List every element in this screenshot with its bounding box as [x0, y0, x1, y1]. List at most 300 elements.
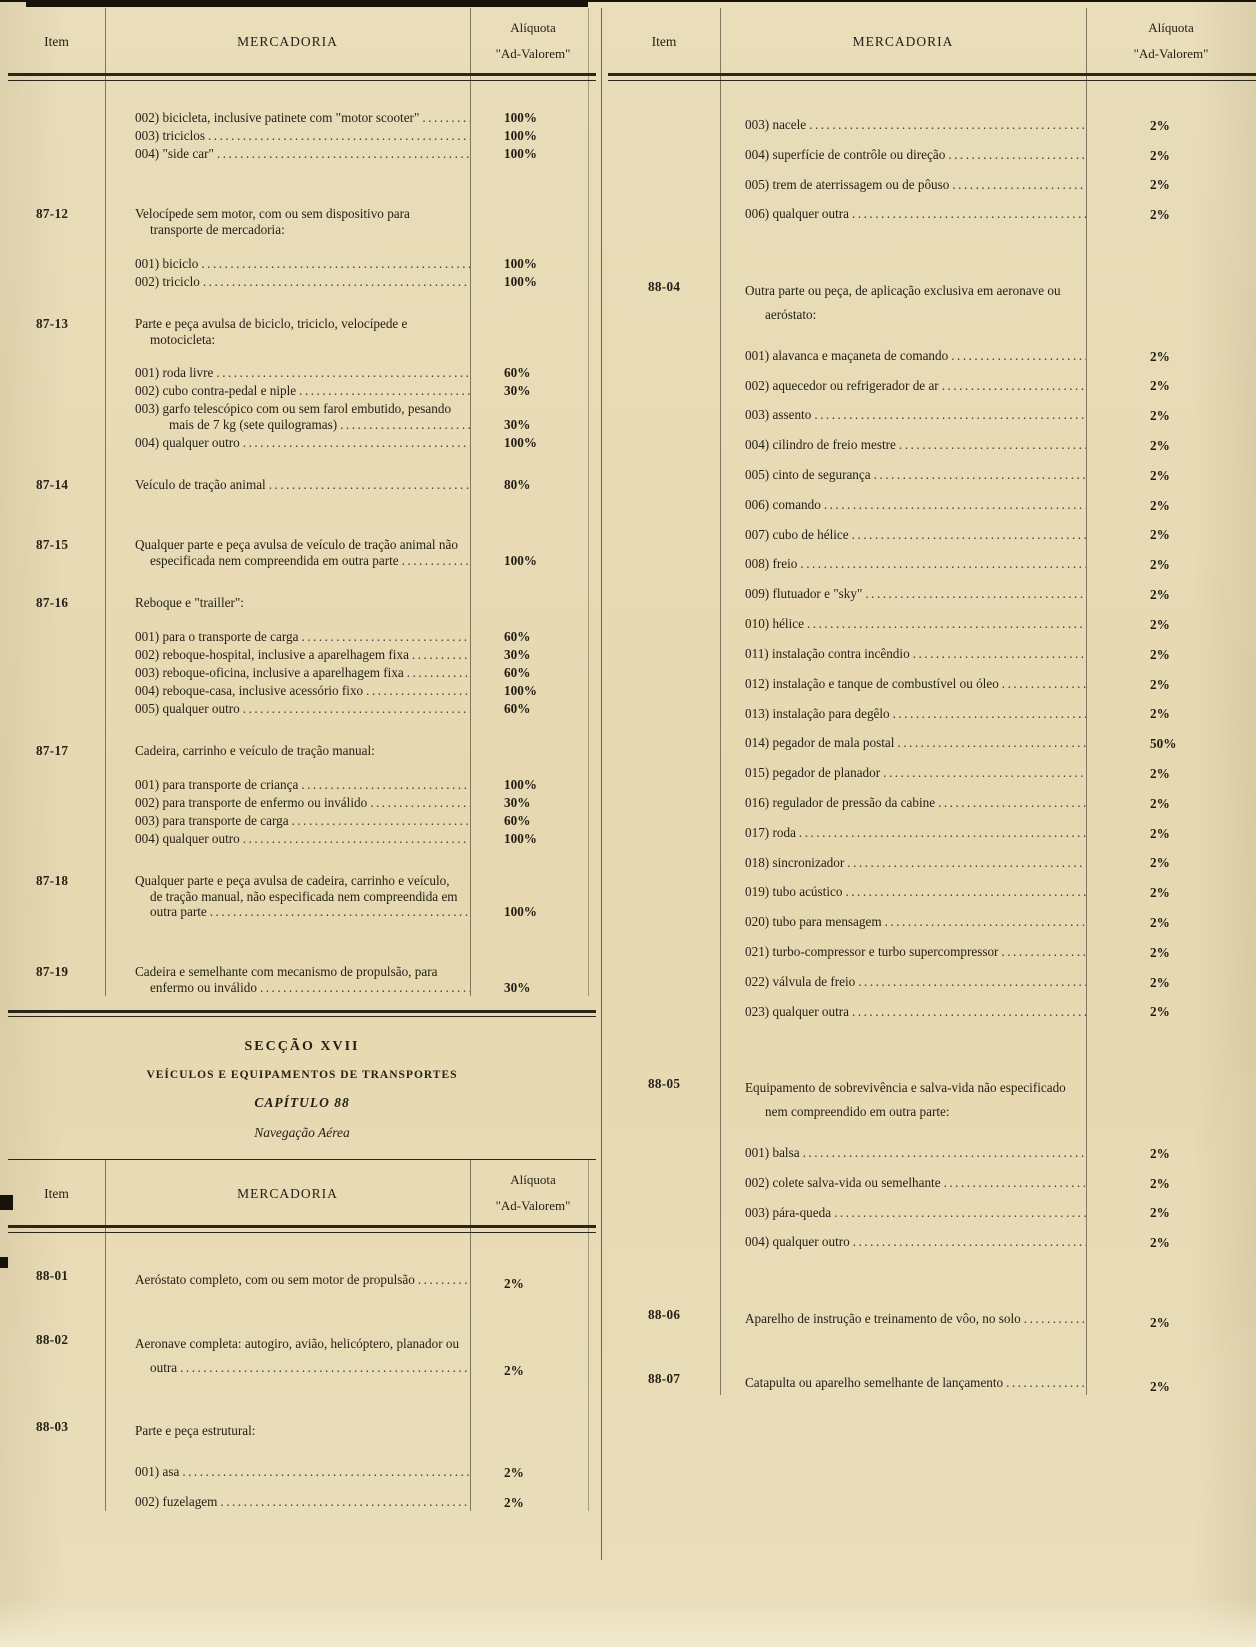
mercadoria-cell: [720, 675, 1086, 693]
aliquota-value: 2%: [1150, 497, 1170, 513]
mercadoria-cell: [720, 347, 1086, 365]
mercadoria-text: pára-queda: [772, 1204, 832, 1220]
mercadoria-text: "side car": [162, 146, 214, 161]
sub-number: 001): [135, 365, 160, 381]
sub-number: 023): [745, 1003, 770, 1019]
column-header-aliquota: [470, 18, 596, 62]
mercadoria-text: flutuador e "sky": [772, 586, 863, 602]
dot-leader: [845, 883, 847, 901]
dot-leader: [210, 904, 212, 920]
mercadoria-text: para transporte de enfermo ou inválido: [162, 794, 368, 810]
column-header-item: Item: [44, 1185, 69, 1201]
tariff-row: [608, 705, 1256, 723]
mercadoria-text: Qualquer parte e peça avulsa de cadeira, carrinho e veículo, de tração manual, não especificada nem compreendida em outra parte: [135, 872, 458, 920]
mercadoria-cell: [105, 701, 470, 717]
sub-number: 012): [745, 675, 770, 691]
mercadoria-text: fuzelagem: [162, 1493, 218, 1509]
rate-column-rule: [1086, 8, 1087, 1395]
aliquota-value: 2%: [1150, 616, 1170, 632]
aliquota-value: 30%: [504, 417, 531, 433]
mercadoria-text: qualquer outro: [162, 700, 240, 716]
mercadoria-cell: [720, 406, 1086, 424]
aliquota-value: 2%: [1150, 765, 1170, 781]
heading-chapter-sub: Navegação Aérea: [254, 1124, 350, 1140]
tariff-row: [8, 595, 596, 611]
dot-leader: [201, 256, 203, 272]
mercadoria-cell: [105, 1493, 470, 1511]
mercadoria-cell: [105, 110, 470, 126]
tariff-row: [608, 615, 1256, 633]
item-code: 87-13: [36, 315, 69, 331]
sub-number: 003): [135, 401, 160, 417]
sub-items: [8, 256, 596, 290]
tariff-row: [608, 146, 1256, 164]
mercadoria-text: Aeronave completa: autogiro, avião, helicóptero, planador ou outra: [135, 1335, 460, 1375]
mercadoria-text: qualquer outro: [162, 830, 240, 846]
mercadoria-text: Qualquer parte e peça avulsa de veículo de tração animal não especificada nem compreendida em outra parte: [135, 537, 458, 568]
mercadoria-text: cubo de hélice: [772, 526, 849, 542]
mercadoria-cell: [105, 629, 470, 645]
aliquota-value: 2%: [1150, 587, 1170, 603]
dot-leader: [814, 406, 816, 424]
mercadoria-cell: [720, 146, 1086, 164]
dot-leader: [1024, 1307, 1026, 1331]
tariff-row: [8, 537, 596, 569]
aliquota-value: 100%: [504, 830, 537, 846]
tariff-row: [608, 943, 1256, 961]
mercadoria-cell: [105, 316, 470, 348]
dot-leader: [1006, 1371, 1008, 1395]
tariff-entry: [8, 316, 596, 451]
column-header-mercadoria: MERCADORIA: [852, 34, 954, 49]
dot-leader: [942, 377, 944, 395]
heading-section: SECÇÃO XVII: [244, 1038, 360, 1054]
tariff-row: [608, 466, 1256, 484]
sub-number: 009): [745, 586, 770, 602]
mercadoria-text: instalação contra incêndio: [771, 645, 910, 661]
aliquota-value: 60%: [504, 700, 531, 716]
dot-leader: [292, 813, 294, 829]
tariff-row: [608, 585, 1256, 603]
tariff-row: [608, 913, 1256, 931]
tariff-row: [608, 824, 1256, 842]
tariff-row: [8, 206, 596, 238]
mercadoria-cell: [720, 1371, 1086, 1395]
tariff-row: [8, 110, 596, 126]
sub-number: 002): [135, 794, 160, 810]
aliquota-value: 30%: [504, 383, 531, 399]
mercadoria-cell: [105, 795, 470, 811]
aliquota-value: 100%: [504, 110, 537, 125]
page-bottom-fade: [0, 1599, 1256, 1647]
mercadoria-text: sincronizador: [772, 854, 845, 870]
tariff-entry: [608, 1076, 1256, 1251]
tariff-row: [8, 435, 596, 451]
dot-leader: [216, 365, 218, 381]
tariff-row: [608, 1174, 1256, 1192]
mercadoria-cell: [105, 683, 470, 699]
mercadoria-text: trem de aterrissagem ou de pôuso: [772, 176, 950, 192]
mercadoria-text: Parte e peça estrutural:: [135, 1423, 256, 1439]
mercadoria-cell: [105, 401, 470, 433]
aliquota-value: 2%: [1150, 1205, 1170, 1221]
mercadoria-cell: [720, 176, 1086, 194]
aliquota-value: 2%: [1150, 825, 1170, 841]
sub-number: 021): [745, 944, 770, 960]
item-code: 88-06: [648, 1307, 681, 1323]
aliquota-value: 2%: [1150, 944, 1170, 960]
dot-leader: [952, 176, 954, 194]
dot-leader: [217, 146, 219, 162]
table-section: [608, 8, 1256, 1395]
tariff-row: [8, 777, 596, 793]
sub-items: [8, 777, 596, 847]
ad-valorem-label: "Ad-Valorem": [1133, 46, 1209, 61]
dot-leader: [180, 1356, 182, 1380]
mercadoria-text: qualquer outra: [772, 1003, 850, 1019]
mercadoria-text: Equipamento de sobrevivência e salva-vida não especificado nem compreendido em outra parte:: [745, 1080, 1066, 1120]
aliquota-value: 2%: [1150, 1235, 1170, 1251]
mercadoria-cell: [720, 764, 1086, 782]
mercadoria-cell: [720, 377, 1086, 395]
table-body: [608, 82, 1256, 1395]
mercadoria-text: bicicleta, inclusive patinete com "motor scooter": [162, 110, 420, 125]
sub-number: 014): [745, 735, 770, 751]
aliquota-value: 100%: [504, 273, 537, 289]
aliquota-value: 100%: [504, 255, 537, 271]
dot-leader: [1001, 943, 1003, 961]
mercadoria-text: pegador de planador: [772, 765, 881, 781]
mercadoria-text: Cadeira e semelhante com mecanismo de propulsão, para enfermo ou inválido: [135, 964, 438, 996]
dot-leader: [260, 980, 262, 996]
tariff-row: [8, 477, 596, 493]
dot-leader: [865, 585, 867, 603]
mercadoria-cell: [720, 645, 1086, 663]
dot-leader: [897, 734, 899, 752]
mercadoria-text: Aparelho de instrução e treinamento de vôo, no solo: [745, 1311, 1021, 1327]
sub-number: 010): [745, 616, 770, 632]
tariff-entry: [8, 1419, 596, 1510]
sub-items: [608, 116, 1256, 223]
tariff-row: [8, 1493, 596, 1511]
aliquota-value: 2%: [504, 1363, 524, 1379]
aliquota-value: 2%: [1150, 1315, 1170, 1331]
sub-number: 003): [135, 812, 160, 828]
dot-leader: [847, 854, 849, 872]
mercadoria-cell: [105, 964, 470, 996]
tariff-row: [8, 316, 596, 348]
sub-number: 005): [135, 700, 160, 716]
sub-items: [8, 629, 596, 717]
aliquota-value: 2%: [1150, 557, 1170, 573]
dot-leader: [948, 146, 950, 164]
dot-leader: [809, 116, 811, 134]
tariff-row: [8, 629, 596, 645]
ad-valorem-label: "Ad-Valorem": [495, 1197, 571, 1213]
dot-leader: [301, 629, 303, 645]
item-code: 87-18: [36, 872, 69, 888]
sub-number: 001): [135, 776, 160, 792]
tariff-row: [8, 1419, 596, 1443]
aliquota-value: 2%: [1150, 348, 1170, 364]
aliquota-value: 2%: [1150, 646, 1170, 662]
tariff-row: [608, 377, 1256, 395]
dot-leader: [412, 647, 414, 663]
sub-number: 016): [745, 794, 770, 810]
sub-items: [8, 1463, 596, 1511]
mercadoria-cell: [105, 647, 470, 663]
tariff-row: [608, 764, 1256, 782]
aliquota-label: Alíquota: [510, 20, 556, 35]
mercadoria-text: Cadeira, carrinho e veículo de tração manual:: [135, 742, 375, 758]
table-section: [8, 8, 596, 996]
tariff-row: [608, 1076, 1256, 1124]
tariff-entry: [608, 279, 1256, 1020]
mercadoria-text: superfície de contrôle ou direção: [772, 146, 946, 162]
dot-leader: [938, 794, 940, 812]
mercadoria-cell: [720, 436, 1086, 454]
tariff-row: [608, 116, 1256, 134]
dot-leader: [269, 477, 271, 493]
mercadoria-text: qualquer outro: [772, 1234, 850, 1250]
sub-number: 002): [745, 377, 770, 393]
item-code: 88-04: [648, 279, 681, 295]
mercadoria-cell: [105, 813, 470, 829]
tariff-row: [608, 645, 1256, 663]
dot-leader: [834, 1204, 836, 1222]
aliquota-value: 2%: [1150, 795, 1170, 811]
mercadoria-text: pegador de mala postal: [772, 735, 895, 751]
mercadoria-text: regulador de pressão da cabine: [772, 794, 936, 810]
aliquota-value: 2%: [1150, 676, 1170, 692]
dot-leader: [366, 683, 368, 699]
sub-items: [608, 1144, 1256, 1251]
mercadoria-text: colete salva-vida ou semelhante: [772, 1174, 941, 1190]
tariff-row: [608, 1233, 1256, 1251]
sub-number: 003): [745, 1204, 770, 1220]
tariff-row: [8, 274, 596, 290]
mercadoria-text: Parte e peça avulsa de biciclo, triciclo, velocípede e motocicleta:: [135, 315, 408, 347]
scan-artifact: [26, 0, 588, 7]
mercadoria-text: para transporte de carga: [162, 812, 289, 828]
mercadoria-text: tubo acústico: [772, 884, 843, 900]
mercadoria-text: hélice: [772, 616, 804, 632]
aliquota-value: 2%: [1150, 706, 1170, 722]
table-section: [8, 1159, 596, 1511]
mercadoria-cell: [720, 705, 1086, 723]
mercadoria-cell: [105, 274, 470, 290]
tariff-entry: [608, 1307, 1256, 1331]
dot-leader: [852, 1003, 854, 1021]
dot-leader: [824, 496, 826, 514]
sub-number: 013): [745, 705, 770, 721]
mercadoria-text: assento: [772, 407, 812, 423]
sub-number: 002): [135, 273, 160, 289]
dot-leader: [799, 824, 801, 842]
mercadoria-cell: [720, 854, 1086, 872]
item-code: 87-12: [36, 206, 69, 221]
mercadoria-cell: [105, 383, 470, 399]
page-columns: [8, 8, 1256, 1511]
mercadoria-text: asa: [162, 1464, 180, 1480]
dot-leader: [422, 110, 424, 126]
aliquota-value: 60%: [504, 628, 531, 644]
mercadoria-text: reboque-oficina, inclusive a aparelhagem fixa: [162, 664, 404, 680]
dot-leader: [883, 764, 885, 782]
sub-number: 001): [135, 1464, 160, 1480]
mercadoria-cell: [720, 205, 1086, 223]
mercadoria-cell: [720, 883, 1086, 901]
tariff-row: [608, 555, 1256, 573]
column-header-aliquota: [1086, 18, 1256, 62]
mercadoria-cell: [105, 435, 470, 451]
mercadoria-cell: [720, 279, 1086, 327]
tariff-row: [608, 406, 1256, 424]
mercadoria-cell: [720, 913, 1086, 931]
dot-leader: [203, 274, 205, 290]
aliquota-value: 100%: [504, 552, 537, 568]
mercadoria-cell: [105, 777, 470, 793]
mercadoria-cell: [720, 973, 1086, 991]
mercadoria-cell: [105, 537, 470, 569]
tariff-row: [8, 743, 596, 759]
mercadoria-cell: [720, 555, 1086, 573]
heading-subsection: VEÍCULOS E EQUIPAMENTOS DE TRANSPORTES: [146, 1068, 458, 1081]
mercadoria-text: para o transporte de carga: [162, 628, 299, 644]
mercadoria-text: triciclos: [162, 128, 205, 143]
mercadoria-cell: [105, 128, 470, 144]
tariff-row: [8, 146, 596, 162]
tariff-row: [8, 665, 596, 681]
aliquota-value: 2%: [1150, 527, 1170, 543]
mercadoria-cell: [720, 1307, 1086, 1331]
ad-valorem-label: "Ad-Valorem": [495, 46, 571, 61]
aliquota-value: 2%: [1150, 1004, 1170, 1020]
mercadoria-cell: [105, 365, 470, 381]
tariff-row: [608, 734, 1256, 752]
mercadoria-cell: [105, 1268, 470, 1292]
tariff-row: [608, 675, 1256, 693]
item-code: 87-16: [36, 594, 69, 610]
tariff-row: [8, 1463, 596, 1481]
tariff-entry: [8, 537, 596, 569]
sub-number: 015): [745, 765, 770, 781]
mercadoria-text: nacele: [772, 117, 807, 132]
tariff-entry: [608, 1371, 1256, 1395]
tariff-row: [8, 831, 596, 847]
sub-number: 001): [745, 1145, 770, 1160]
mercadoria-text: alavanca e maçaneta de comando: [772, 347, 949, 363]
aliquota-value: 60%: [504, 664, 531, 680]
mercadoria-cell: [105, 1463, 470, 1481]
dot-leader: [370, 795, 372, 811]
table-right-rule: [588, 8, 589, 996]
mercadoria-cell: [720, 734, 1086, 752]
mercadoria-cell: [720, 1204, 1086, 1222]
tariff-row: [8, 964, 596, 996]
mercadoria-text: qualquer outro: [162, 435, 240, 451]
table-body: [8, 82, 596, 996]
mercadoria-cell: [720, 1003, 1086, 1021]
tariff-row: [8, 256, 596, 272]
tariff-row: [8, 701, 596, 717]
aliquota-value: 2%: [1150, 1378, 1170, 1394]
sub-number: 001): [135, 255, 160, 271]
sub-number: 004): [135, 146, 160, 161]
mercadoria-text: Catapulta ou aparelho semelhante de lançamento: [745, 1375, 1004, 1391]
dot-leader: [803, 1144, 805, 1162]
sub-number: 002): [135, 110, 160, 125]
mercadoria-text: balsa: [772, 1145, 800, 1160]
aliquota-value: 2%: [1150, 438, 1170, 454]
dot-leader: [899, 436, 901, 454]
mercadoria-text: Reboque e "trailler":: [135, 594, 244, 610]
tariff-row: [8, 383, 596, 399]
dot-leader: [243, 831, 245, 847]
sub-number: 006): [745, 206, 770, 222]
tariff-entry: [8, 743, 596, 847]
sub-number: 003): [745, 407, 770, 423]
aliquota-value: 100%: [504, 146, 537, 161]
item-code: 88-03: [36, 1419, 69, 1435]
dot-leader: [208, 128, 210, 144]
aliquota-value: 2%: [1150, 177, 1170, 193]
column-header-item: Item: [44, 34, 69, 49]
mercadoria-text: Velocípede sem motor, com ou sem dispositivo para transporte de mercadoria:: [135, 206, 410, 237]
dot-leader: [951, 347, 953, 365]
sub-number: 004): [745, 146, 770, 162]
dot-leader: [1002, 675, 1004, 693]
dot-leader: [243, 435, 245, 451]
tariff-row: [608, 1144, 1256, 1162]
mercadoria-cell: [105, 206, 470, 238]
item-code: 87-15: [36, 537, 69, 553]
mercadoria-cell: [720, 824, 1086, 842]
aliquota-value: 2%: [1150, 467, 1170, 483]
sub-number: 004): [135, 830, 160, 846]
aliquota-value: 30%: [504, 794, 531, 810]
mercadoria-text: válvula de freio: [772, 973, 856, 989]
sub-number: 020): [745, 914, 770, 930]
mercadoria-cell: [105, 665, 470, 681]
tariff-row: [8, 647, 596, 663]
dot-leader: [243, 701, 245, 717]
mercadoria-text: Veículo de tração animal: [135, 477, 266, 493]
mercadoria-text: reboque-casa, inclusive acessório fixo: [162, 682, 364, 698]
sub-number: 001): [135, 628, 160, 644]
sub-number: 018): [745, 854, 770, 870]
sub-number: 017): [745, 824, 770, 840]
mercadoria-cell: [720, 1144, 1086, 1162]
aliquota-value: 50%: [1150, 736, 1177, 752]
mercadoria-cell: [720, 526, 1086, 544]
aliquota-label: Alíquota: [510, 1171, 556, 1187]
sub-number: 001): [745, 347, 770, 363]
aliquota-value: 2%: [1150, 855, 1170, 871]
mercadoria-text: tubo para mensagem: [772, 914, 882, 930]
mercadoria-cell: [105, 146, 470, 162]
dot-leader: [340, 417, 342, 433]
mercadoria-cell: [720, 116, 1086, 134]
tariff-entry: [8, 595, 596, 717]
tariff-row: [608, 1371, 1256, 1395]
aliquota-value: 2%: [1150, 1145, 1170, 1161]
aliquota-value: 100%: [504, 128, 537, 143]
sub-number: 003): [745, 117, 770, 132]
tariff-entry: [8, 1332, 596, 1380]
dot-leader: [418, 1268, 420, 1292]
sub-number: 005): [745, 176, 770, 192]
